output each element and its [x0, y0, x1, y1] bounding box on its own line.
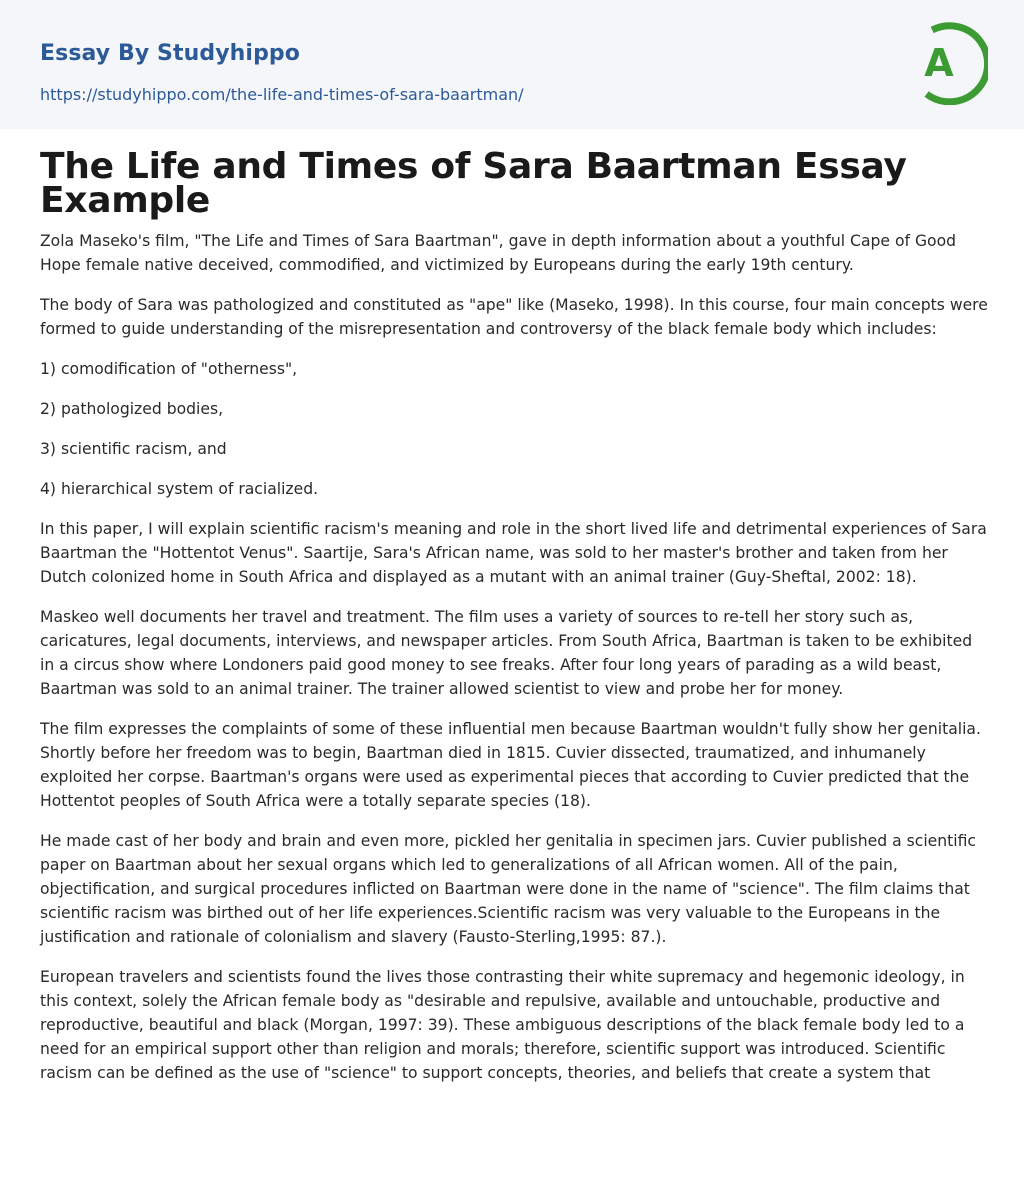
- essay-body: [40, 229, 988, 1101]
- paragraph: In this paper, I will explain scientific racism's meaning and role in the short lived life and detrimental experiences of Sara Baartman the "Hottentot Venus". Saartije, Sara's African name, was sold to her master's brother and taken from her Dutch colonized home in South Africa and displayed as a mutant with an animal trainer (Guy-Sheftal, 2002: 18).: [40, 520, 987, 586]
- site-header: [0, 0, 1024, 129]
- article-url-link[interactable]: https://studyhippo.com/the-life-and-times-of-sara-baartman/: [40, 85, 524, 104]
- page-title: The Life and Times of Sara Baartman Essay Example: [40, 146, 907, 221]
- list-item: 2) pathologized bodies,: [40, 400, 224, 418]
- paragraph: The body of Sara was pathologized and constituted as "ape" like (Maseko, 1998). In this course, four main concepts were formed to guide understanding of the misrepresentation and controversy of the black female body which includes:: [40, 296, 988, 338]
- paragraph: The film expresses the complaints of some of these influential men because Baartman wouldn't fully show her genitalia. Shortly before her freedom was to begin, Baartman died in 1815. Cuvier dissected, traumatized, and inhumanely exploited her corpse. Baartman's organs were used as experimental pieces that according to Cuvier predicted that the Hottentot peoples of South Africa were a totally separate species (18).: [40, 720, 981, 810]
- list-item: 4) hierarchical system of racialized.: [40, 480, 319, 498]
- list-item: 3) scientific racism, and: [40, 440, 227, 458]
- site-brand[interactable]: Essay By Studyhippo: [40, 41, 300, 66]
- paragraph: He made cast of her body and brain and even more, pickled her genitalia in specimen jars. Cuvier published a scientific paper on Baartman about her sexual organs which led to generalizations of all African women. All of the pain, objectification, and surgical procedures inflicted on Baartman were done in the name of "science". The film claims that scientific racism was birthed out of her life experiences.Scientific racism was very valuable to the Europeans in the justification and rationale of colonialism and slavery (Fausto-Sterling,1995: 87.).: [40, 832, 976, 946]
- studyhippo-logo-icon[interactable]: [912, 19, 988, 105]
- paragraph: Zola Maseko's film, "The Life and Times of Sara Baartman", gave in depth information about a youthful Cape of Good Hope female native deceived, commodified, and victimized by Europeans during the early 19th century.: [40, 232, 957, 274]
- logo-letter: A: [924, 41, 954, 85]
- paragraph: Maskeo well documents her travel and treatment. The film uses a variety of sources to re-tell her story such as, caricatures, legal documents, interviews, and newspaper articles. From South Africa, Baartman is taken to be exhibited in a circus show where Londoners paid good money to see freaks. After four long years of parading as a wild beast, Baartman was sold to an animal trainer. The trainer allowed scientist to view and probe her for money.: [40, 608, 973, 698]
- list-item: 1) comodification of "otherness",: [40, 360, 298, 378]
- paragraph: European travelers and scientists found the lives those contrasting their white supremacy and hegemonic ideology, in this context, solely the African female body as "desirable and repulsive, available and untouchable, productive and reproductive, beautiful and black (Morgan, 1997: 39). These ambiguous descriptions of the black female body led to a need for an empirical support other than religion and morals; therefore, scientific support was introduced. Scientific racism can be defined as the use of "science" to support concepts, theories, and beliefs that create a system that: [40, 968, 965, 1082]
